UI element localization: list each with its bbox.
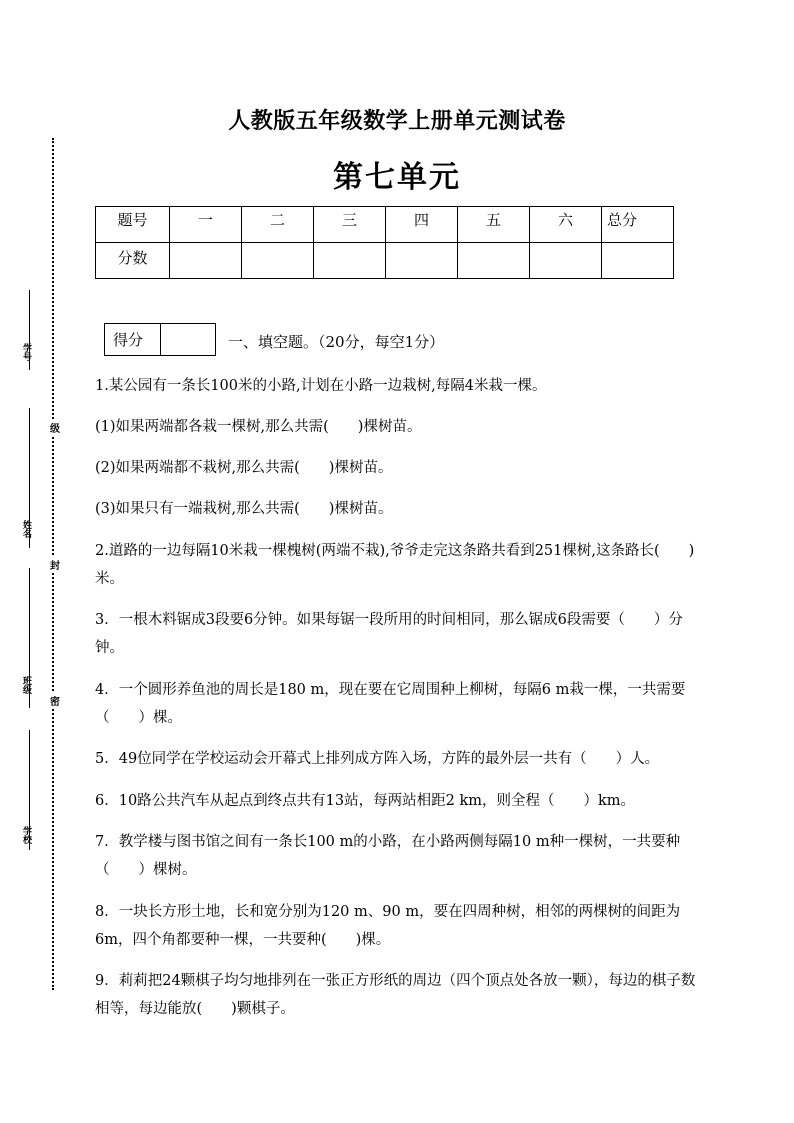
score-table [95,206,674,279]
unit-title: 第七单元 [333,160,461,195]
score-cell-blank[interactable] [314,243,386,279]
question-1-3: (3)如果只有一端栽树,那么共需( )棵树苗。 [95,501,393,517]
question-3: 3．一根木料锯成3段要6分钟。如果每锯一段所用的时间相同，那么锯成6段需要（ ）分钟。 [95,612,683,656]
section-heading: 一、填空题。（20分，每空1分） [228,333,445,351]
score-cell-header: 四 [386,207,458,243]
question-8: 8．一块长方形土地，长和宽分别为120 m、90 m，要在四周种树，相邻的两棵树的间距为6m，四个角都要种一棵，一共要种( )棵。 [95,904,681,948]
question-7: 7．教学楼与图书馆之间有一条长100 m的小路，在小路两侧每隔10 m种一棵树，一共要种（ ）棵树。 [95,834,681,878]
section-score-box [104,323,216,356]
question-9: 9．莉莉把24颗棋子均匀地排列在一张正方形纸的周边（四个顶点处各放一颗），每边的棋子数相等，每边能放( )颗棋子。 [95,973,696,1017]
section-score-blank[interactable] [161,324,216,356]
score-cell-total: 总分 [602,207,674,243]
question-1-1: (1)如果两端都各栽一棵树,那么共需( )棵树苗。 [95,419,422,435]
question-5: 5．49位同学在学校运动会开幕式上排列成方阵入场，方阵的最外层一共有（ ）人。 [95,751,660,767]
score-cell-label: 题号 [96,207,170,243]
question-1: 1.某公园有一条长100米的小路,计划在小路一边栽树,每隔4米栽一棵。 [95,378,547,394]
score-cell-blank[interactable] [458,243,530,279]
question-6: 6．10路公共汽车从起点到终点共有13站，每两站相距2 km，则全程（ ）km。 [95,793,636,809]
score-cell-blank[interactable] [602,243,674,279]
score-cell-header: 一 [170,207,242,243]
score-cell-header: 二 [242,207,314,243]
section-score-label: 得分 [105,324,161,356]
score-table-score-row [96,243,674,279]
score-cell-label: 分数 [96,243,170,279]
score-table-header-row [96,207,674,243]
question-4: 4．一个圆形养鱼池的周长是180 m，现在要在它周围种上柳树，每隔6 m栽一棵，一共需要（ ）棵。 [95,682,686,726]
question-1-2: (2)如果两端都不栽树,那么共需( )棵树苗。 [95,460,393,476]
score-cell-blank[interactable] [242,243,314,279]
seal-char-3: 密 [50,693,60,708]
seal-char-1: 级 [50,420,60,435]
seal-char-2: 封 [50,557,60,572]
field-label-student-id: 学号 [21,343,31,361]
score-cell-blank[interactable] [170,243,242,279]
score-cell-blank[interactable] [530,243,602,279]
score-cell-header: 六 [530,207,602,243]
question-2: 2.道路的一边每隔10米栽一棵槐树(两端不栽),爷爷走完这条路共看到251棵树,这条路长( )米。 [95,543,695,587]
score-cell-blank[interactable] [386,243,458,279]
score-cell-header: 五 [458,207,530,243]
exam-title: 人教版五年级数学上册单元测试卷 [228,108,566,134]
field-label-school: 学校 [21,826,31,844]
score-cell-header: 三 [314,207,386,243]
field-label-class: 班级 [21,676,31,694]
field-label-name: 姓名 [21,520,31,538]
